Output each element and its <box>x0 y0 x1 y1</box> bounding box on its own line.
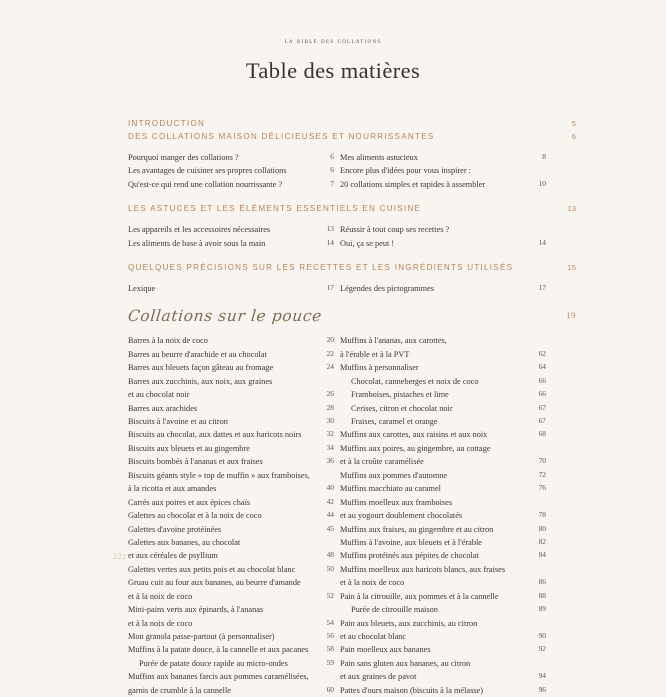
chapter-title[interactable] <box>127 307 577 326</box>
section-header-label: QUELQUES PRÉCISIONS SUR LES RECETTES ET LES INGRÉDIENTS UTILISÉS <box>128 263 514 272</box>
toc-entry-page: 60 <box>326 684 334 694</box>
toc-entry-label: Oui, ça se peut ! <box>340 238 395 248</box>
toc-entry-page: 44 <box>326 510 334 520</box>
toc-entry-page: 58 <box>326 644 334 654</box>
toc-entry-label: Qu'est-ce qui rend une collation nourrissante ? <box>128 179 283 189</box>
chapter-title-page: 19 <box>566 311 577 321</box>
column-left <box>128 282 340 295</box>
toc-entry[interactable] <box>340 643 552 656</box>
toc-entry[interactable] <box>340 415 552 428</box>
column-left <box>128 223 340 250</box>
toc-entry-label: Mini-pains verts aux épinards, à l'ananas <box>128 605 264 615</box>
toc-entry[interactable] <box>340 151 552 164</box>
toc-entry-page: 66 <box>538 389 546 399</box>
section-header[interactable] <box>128 262 576 275</box>
toc-entry-label: Muffins à l'avoine, aux bleuets et à l'érable <box>340 537 482 547</box>
toc-entry-label: Muffins moelleux aux framboises <box>340 497 453 507</box>
toc-entry-page: 94 <box>538 671 546 681</box>
toc-entry[interactable] <box>340 684 552 697</box>
toc-entry-label: et à la noix de coco <box>128 618 193 628</box>
running-head-text: la bible des collations <box>284 36 382 45</box>
toc-entry-page: 10 <box>538 178 546 188</box>
toc-entry[interactable] <box>128 282 340 295</box>
toc-entry[interactable] <box>128 630 340 643</box>
toc-entry-label: Muffins aux bananes farcis aux pommes caramélisées, <box>128 672 309 682</box>
toc-entry-label: Barres aux arachides <box>128 403 198 413</box>
section-header-page: 5 <box>571 119 576 128</box>
toc-entry[interactable] <box>340 178 552 191</box>
toc-entry[interactable] <box>128 549 340 562</box>
toc-entry-page: 30 <box>326 416 334 425</box>
section-header-label: INTRODUCTION <box>128 119 206 128</box>
folio-number: 222 <box>113 552 127 561</box>
toc-entry-label: à l'érable et à la PVT <box>340 349 410 359</box>
toc-entry-page: 14 <box>538 237 546 247</box>
toc-entry-page: 6 <box>330 151 334 161</box>
toc-entry[interactable] <box>128 603 340 616</box>
spacer <box>128 191 553 203</box>
toc-entry-page: 45 <box>326 523 334 533</box>
spacer <box>128 144 553 151</box>
toc-entry-label: Muffins aux pommes d'automne <box>340 470 448 480</box>
toc-entry-page: 6 <box>330 165 334 175</box>
toc-entry[interactable] <box>128 643 340 656</box>
toc-entry-label: Muffins moelleux aux haricots blancs, aux fraises <box>340 564 506 574</box>
toc-entry[interactable] <box>128 428 340 441</box>
toc-entry[interactable] <box>128 496 340 509</box>
toc-entry[interactable] <box>340 469 552 482</box>
column-right <box>340 334 552 697</box>
toc-entry[interactable] <box>340 334 552 347</box>
toc-section-precisions <box>128 262 576 295</box>
toc-entry[interactable] <box>340 402 552 415</box>
section-header-page: 13 <box>567 204 576 214</box>
toc-entry-page: 52 <box>326 590 334 600</box>
toc-entry-label: Muffins à la patate douce, à la cannelle et aux pacanes <box>128 645 309 655</box>
entry-columns <box>128 223 553 250</box>
toc-entry-page: 24 <box>326 362 334 372</box>
toc-entry-label: Galettes vertes aux petits pois et au chocolat blanc <box>128 564 296 574</box>
toc-entry[interactable] <box>340 442 552 455</box>
toc-entry-label: Réussir à tout coup ses recettes ? <box>340 225 450 235</box>
toc-entry-page: 76 <box>538 483 546 493</box>
toc-entry-label: Purée de citrouille maison <box>351 605 438 615</box>
toc-entry-label: Pain sans gluten aux bananes, au citron <box>340 658 471 668</box>
toc-entry[interactable] <box>340 617 552 630</box>
toc-entry[interactable] <box>128 415 340 428</box>
toc-entry[interactable] <box>340 428 552 441</box>
toc-entry-page: 64 <box>538 362 546 372</box>
toc-entry-page: 32 <box>326 429 334 439</box>
toc-entry[interactable] <box>128 482 340 495</box>
toc-entry-label: Muffins macchiato au caramel <box>340 484 441 494</box>
spacer <box>128 216 553 223</box>
toc-entry-label: et à la noix de coco <box>128 591 193 601</box>
toc-entry[interactable] <box>128 523 340 536</box>
toc-entry[interactable] <box>340 670 552 683</box>
toc-entry[interactable] <box>128 151 340 164</box>
spacer <box>128 275 553 282</box>
toc-entry-label: Framboises, pistaches et lime <box>351 390 449 400</box>
toc-entry[interactable] <box>340 348 552 361</box>
toc-entry[interactable] <box>128 576 340 589</box>
toc-entry-page: 17 <box>538 282 546 292</box>
toc-entry-label: et au chocolat noir <box>128 390 190 400</box>
toc-entry-label: Muffins à personnaliser <box>340 363 419 373</box>
toc-entry-label: Les appareils et les accessoires nécessaires <box>128 225 271 235</box>
column-right <box>340 282 552 295</box>
toc-entry[interactable] <box>128 334 340 347</box>
toc-entry-page: 62 <box>538 348 546 358</box>
toc-entry[interactable] <box>340 630 552 643</box>
toc-entry-label: et à la noix de coco <box>340 578 405 588</box>
toc-entry-label: Galettes au chocolat et à la noix de coco <box>128 511 262 521</box>
toc-entry-page: 72 <box>538 469 546 479</box>
toc-entry[interactable] <box>128 469 340 482</box>
toc-section-introduction <box>128 118 576 191</box>
toc-entry-label: à la ricotta et aux amandes <box>128 484 217 494</box>
toc-entry-label: Barres aux bleuets façon gâteau au fromage <box>128 363 274 373</box>
toc-entry[interactable] <box>340 509 552 522</box>
toc-entry-label: et au yogourt doublement chocolatés <box>340 511 463 521</box>
column-left <box>128 334 340 697</box>
toc-entry[interactable] <box>340 223 552 236</box>
section-header[interactable] <box>128 118 576 131</box>
toc-entry[interactable] <box>128 348 340 361</box>
toc-entry[interactable] <box>340 455 552 468</box>
toc-entry-label: Biscuits géants style « top de muffin » aux framboises, <box>128 470 310 480</box>
toc-entry-label: Muffins aux fraises, au gingembre et au citron <box>340 524 494 534</box>
toc-entry[interactable] <box>128 402 340 415</box>
toc-entry-label: garnis de crumble à la cannelle <box>128 685 231 695</box>
toc-chapter-collations-sur-le-pouce <box>127 307 577 697</box>
toc-entry-label: Galettes d'avoine protéinées <box>128 524 222 534</box>
toc-entry-page: 70 <box>538 456 546 466</box>
toc-entry-page: 92 <box>538 644 546 654</box>
toc-entry-page: 67 <box>538 416 546 425</box>
toc-entry[interactable] <box>128 164 340 177</box>
toc-entry-label: Carrés aux poires et aux épices chaïs <box>128 497 251 507</box>
toc-entry-page: 56 <box>326 631 334 640</box>
toc-entry-page: 48 <box>326 550 334 560</box>
toc-entry[interactable] <box>128 684 340 697</box>
toc-entry[interactable] <box>340 603 552 616</box>
toc-entry[interactable] <box>340 164 552 177</box>
section-header-page: 15 <box>567 263 576 272</box>
toc-entry-page: 86 <box>538 577 546 587</box>
toc-entry-label: Pain moelleux aux bananes <box>340 645 431 655</box>
toc-entry-label: Mon granola passe-partout (à personnaliser) <box>128 632 275 641</box>
toc-entry-label: Pattes d'ours maison (biscuits à la mélasse) <box>340 685 483 695</box>
toc-entry[interactable] <box>340 563 552 576</box>
toc-entry-page: 67 <box>538 402 546 412</box>
toc-entry-page: 13 <box>326 224 334 234</box>
toc-entry-page: 36 <box>326 456 334 466</box>
toc-entry-label: Biscuits aux bleuets et au gingembre <box>128 443 250 453</box>
toc-entry[interactable] <box>128 455 340 468</box>
toc-entry-label: Barres aux zucchinis, aux noix, aux graines <box>128 376 273 386</box>
toc-entry[interactable] <box>128 375 340 388</box>
toc-entry-label: Les aliments de base à avoir sous la main <box>128 238 266 248</box>
toc-entry-label: et à la croûte caramélisée <box>340 457 424 467</box>
toc-entry-label: Muffins aux carottes, aux raisins et aux noix <box>340 430 488 440</box>
toc-entry-page: 78 <box>538 510 546 520</box>
running-head <box>0 36 666 45</box>
toc-entry-label: Galettes aux bananes, au chocolat <box>128 537 241 547</box>
toc-entry-page: 90 <box>538 631 546 640</box>
toc-entry-label: Cerises, citron et chocolat noir <box>351 403 453 413</box>
toc-entry-label: Légendes des pictogrammes <box>340 283 435 293</box>
toc-entry-page: 50 <box>326 563 334 573</box>
section-header[interactable] <box>128 203 576 216</box>
toc-entry[interactable] <box>340 590 552 603</box>
toc-entry-page: 88 <box>538 590 546 600</box>
toc-entry[interactable] <box>128 563 340 576</box>
toc-entry[interactable] <box>340 388 552 401</box>
toc-entry[interactable] <box>340 361 552 374</box>
entry-columns <box>128 282 553 295</box>
toc-entry-label: Barres au beurre d'arachide et au chocolat <box>128 349 267 359</box>
toc-entry-page: 82 <box>538 536 546 546</box>
toc-entry[interactable] <box>340 549 552 562</box>
toc-entry[interactable] <box>128 536 340 549</box>
toc-entry-label: Lexique <box>128 283 156 293</box>
toc-entry-page: 59 <box>326 657 334 667</box>
toc-entry-label: Encore plus d'idées pour vous inspirer : <box>340 166 471 176</box>
toc-entry-page: 14 <box>326 237 334 247</box>
toc-entry-label: 20 collations simples et rapides à assembler <box>340 179 486 189</box>
column-right <box>340 151 552 191</box>
toc-entry-page: 7 <box>330 178 334 188</box>
toc-entry[interactable] <box>340 375 552 388</box>
toc-entry[interactable] <box>340 482 552 495</box>
toc-entry[interactable] <box>128 361 340 374</box>
toc-entry-page: 54 <box>326 617 334 627</box>
toc-entry[interactable] <box>340 282 552 295</box>
toc-entry[interactable] <box>128 670 340 683</box>
section-header-page: 6 <box>571 131 576 141</box>
toc-entry-label: Pain à la citrouille, aux pommes et à la cannelle <box>340 591 499 601</box>
toc-entry-page: 84 <box>538 550 546 560</box>
chapter-title-label: Collations sur le pouce <box>127 307 323 326</box>
toc-entry-page: 28 <box>326 402 334 412</box>
toc-entry[interactable] <box>128 617 340 630</box>
toc-entry-label: Purée de patate douce rapide au micro-ondes <box>139 658 288 668</box>
column-left <box>128 151 340 191</box>
toc-entry-page: 20 <box>326 335 334 345</box>
toc-entry-page: 42 <box>326 496 334 506</box>
toc-entry-label: Fraises, caramel et orange <box>351 417 438 426</box>
toc-entry[interactable] <box>128 590 340 603</box>
toc-entry-label: et aux graines de pavot <box>340 672 417 682</box>
toc-entry-label: Muffins aux poires, au gingembre, au cottage <box>340 443 491 453</box>
toc-entry-page: 66 <box>538 375 546 385</box>
toc-entry[interactable] <box>128 237 340 250</box>
section-header-label: DES COLLATIONS MAISON DÉLICIEUSES ET NOURRISSANTES <box>128 131 435 141</box>
toc-entry-label: Biscuits bombés à l'ananas et aux fraises <box>128 457 263 467</box>
page-title: Table des matières <box>245 58 421 83</box>
toc-entry[interactable] <box>128 509 340 522</box>
toc-entry-page: 68 <box>538 429 546 439</box>
toc-entry[interactable] <box>340 237 552 250</box>
toc-entry-page: 34 <box>326 442 334 452</box>
toc-entry-label: Muffins à l'ananas, aux carottes, <box>340 336 447 346</box>
toc-entry[interactable] <box>128 442 340 455</box>
toc-entry[interactable] <box>340 536 552 549</box>
toc-entry-label: Biscuits au chocolat, aux dattes et aux haricots noirs <box>128 430 302 440</box>
toc-entry-page: 22 <box>326 348 334 358</box>
toc-entry-label: Chocolat, canneberges et noix de coco <box>351 376 479 386</box>
toc-section-astuces <box>128 203 576 250</box>
toc-entry[interactable] <box>128 223 340 236</box>
toc-entry-page: 96 <box>538 684 546 694</box>
toc-entry-label: Pourquoi manger des collations ? <box>128 152 239 162</box>
toc-entry-label: Muffins protéinés aux pépites de chocolat <box>340 551 479 561</box>
toc-entry-label: et au chocolat blanc <box>340 632 407 641</box>
toc-entry-label: et aux céréales de psyllium <box>128 551 218 561</box>
toc-entry-page: 8 <box>542 151 546 161</box>
toc-entry-page: 89 <box>538 604 546 614</box>
toc-entry[interactable] <box>340 576 552 589</box>
toc-entry[interactable] <box>128 657 340 670</box>
toc-entry-label: Barres à la noix de coco <box>128 336 208 346</box>
toc-entry-label: Les avantages de cuisiner ses propres collations <box>128 166 287 176</box>
toc-entry-page: 26 <box>326 389 334 399</box>
toc-entry-page: 17 <box>326 282 334 292</box>
spacer <box>128 325 553 334</box>
table-of-contents <box>127 118 577 697</box>
section-header-label: LES ASTUCES ET LES ÉLÉMENTS ESSENTIELS EN CUISINE <box>128 204 422 214</box>
entry-columns <box>128 334 553 697</box>
toc-entry-label: Biscuits à l'avoine et au citron <box>128 417 228 426</box>
toc-entry-label: Pain aux bleuets, aux zucchinis, au citron <box>340 618 478 628</box>
spacer <box>128 295 553 307</box>
toc-entry[interactable] <box>340 523 552 536</box>
spacer <box>128 250 553 262</box>
section-header[interactable] <box>128 131 576 144</box>
toc-entry[interactable] <box>128 178 340 191</box>
column-right <box>340 223 552 250</box>
toc-entry-label: Mes aliments astucieux <box>340 152 418 162</box>
entry-columns <box>128 151 553 191</box>
toc-entry-page: 40 <box>326 483 334 493</box>
toc-entry-page: 80 <box>538 523 546 533</box>
toc-entry[interactable] <box>340 496 552 509</box>
toc-entry[interactable] <box>128 388 340 401</box>
toc-entry[interactable] <box>340 657 552 670</box>
toc-entry-label: Gruau cuit au four aux bananes, au beurre d'amande <box>128 578 301 588</box>
